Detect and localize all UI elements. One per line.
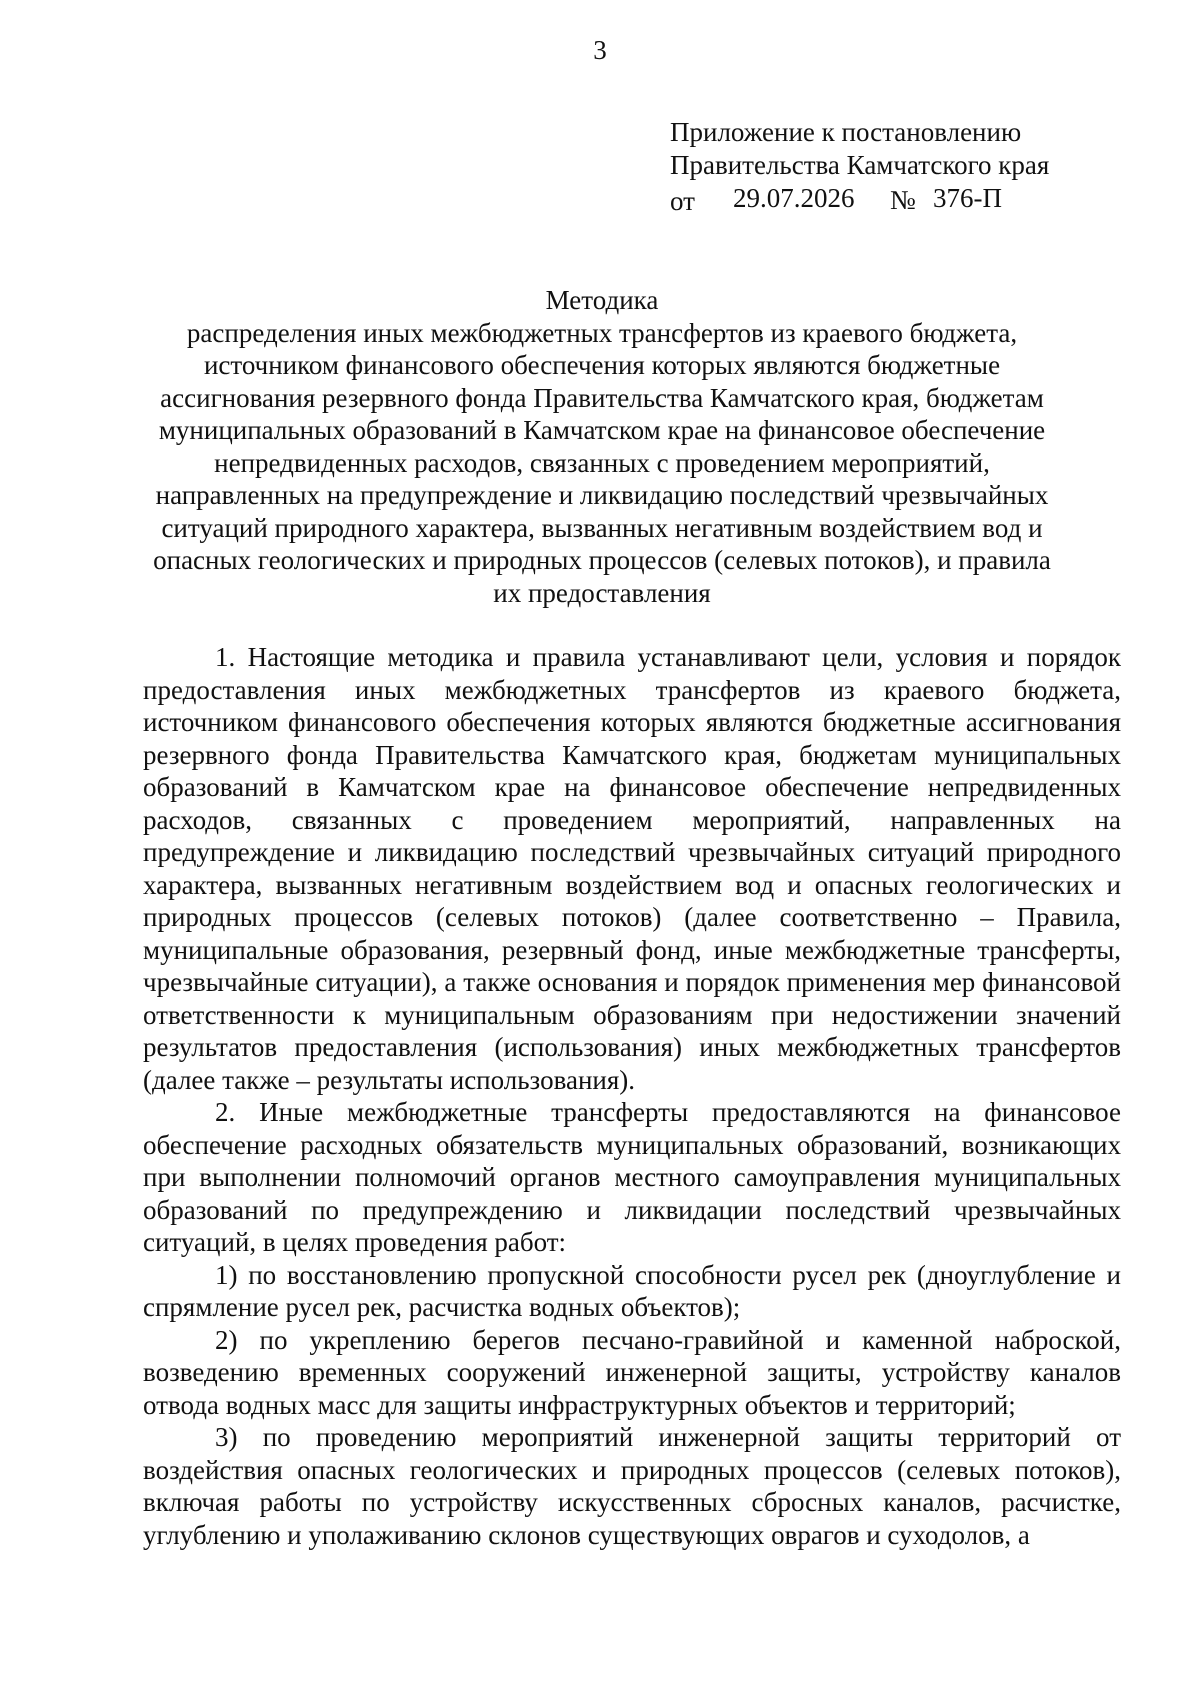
number-sign: №: [890, 185, 916, 215]
body-text: [143, 641, 1121, 1551]
appendix-line-2: Правительства Камчатского края: [670, 150, 1050, 180]
appendix-line-1: Приложение к постановлению: [670, 117, 1022, 147]
list-item-3: 3) по проведению мероприятий инженерной защиты территорий от воздействия опасных геологических и природных процессов (селевых потоков), включая работы по устройству искусственных сбросных каналов, расчистке, углублению и уполаживанию склонов существующих оврагов и суходолов, а: [143, 1422, 1121, 1550]
from-label: от: [670, 186, 695, 216]
list-item-2: 2) по укреплению берегов песчано-гравийной и каменной наброской, возведению временных сооружений инженерной защиты, устройству каналов отвода водных масс для защиты инфраструктурных объектов и территорий;: [143, 1324, 1121, 1420]
page-number: 3: [593, 35, 607, 65]
paragraph-2: 2. Иные межбюджетные трансферты предоставляются на финансовое обеспечение расходных обязательств муниципальных образований, возникающих при выполнении полномочий органов местного самоуправления муниципальных образований по предупреждению и ликвидации последствий чрезвычайных ситуаций, в целях проведения работ:: [143, 1097, 1121, 1257]
appendix-block: [670, 116, 1090, 215]
appendix-reference: [670, 182, 1090, 215]
document-title: [150, 284, 1054, 609]
list-item-1: 1) по восстановлению пропускной способности русел рек (дноуглубление и спрямление русел рек, расчистка водных объектов);: [143, 1259, 1121, 1322]
decree-number: 376-П: [933, 183, 1002, 213]
decree-date: 29.07.2026: [733, 183, 855, 213]
paragraph-1: 1. Настоящие методика и правила устанавливают цели, условия и порядок предоставления иных межбюджетных трансфертов из краевого бюджета, источником финансового обеспечения которых являются бюджетные ассигнования резервного фонда Правительства Камчатского края, бюджетам муниципальных образований в Камчатском крае на финансовое обеспечение непредвиденных расходов, связанных с проведением мероприятий, направленных на предупреждение и ликвидацию последствий чрезвычайных ситуаций природного характера, вызванных негативным воздействием вод и опасных геологических и природных процессов (селевых потоков) (далее соответственно – Правила, муниципальные образования, резервный фонд, иные межбюджетные трансферты, чрезвычайные ситуации), а также основания и порядок применения мер финансовой ответственности к муниципальным образованиям при недостижении значений результатов предоставления (использования) иных межбюджетных трансфертов (далее также – результаты использования).: [143, 642, 1121, 1095]
title-heading: Методика: [545, 285, 659, 315]
title-subtitle: распределения иных межбюджетных трансфертов из краевого бюджета, источником финансового обеспечения которых являются бюджетные ассигнования резервного фонда Правительства Камчатского края, бюджетам муниципальных образований в Камчатском крае на финансовое обеспечение непредвиденных расходов, связанных с проведением мероприятий, направленных на предупреждение и ликвидацию последствий чрезвычайных ситуаций природного характера, вызванных негативным воздействием вод и опасных геологических и природных процессов (селевых потоков), и правила их предоставления: [153, 317, 1051, 608]
